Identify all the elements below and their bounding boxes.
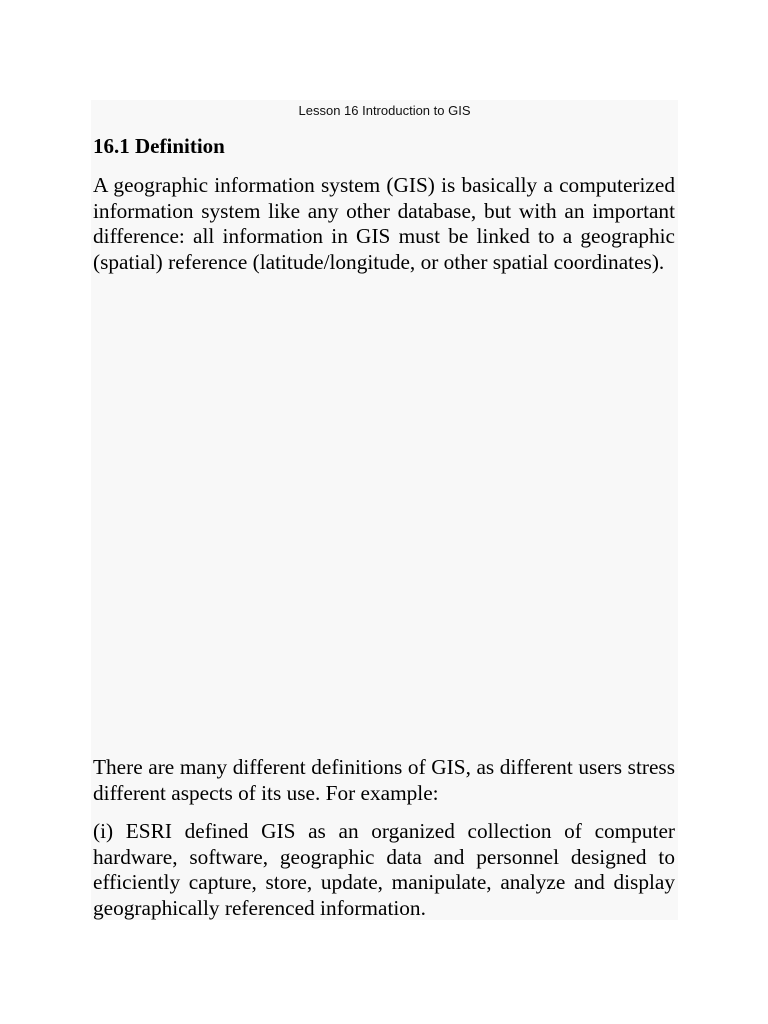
paragraph-definition: A geographic information system (GIS) is basically a computerized information system like any other database, but with an important difference: all information in GIS must be linked to a geographic (spatial) reference (latitude/longitude, or other spatial coordinates). bbox=[93, 173, 675, 274]
section-heading: 16.1 Definition bbox=[93, 134, 225, 158]
page-header: Lesson 16 Introduction to GIS bbox=[298, 103, 471, 118]
paragraph-many-definitions: There are many different definitions of GIS, as different users stress different aspects of its use. For example: bbox=[93, 755, 675, 805]
document-page bbox=[91, 100, 678, 920]
paragraph-esri-definition: (i) ESRI defined GIS as an organized collection of computer hardware, software, geographic data and personnel designed to efficiently capture, store, update, manipulate, analyze and display geographically referenced information. bbox=[93, 819, 675, 920]
